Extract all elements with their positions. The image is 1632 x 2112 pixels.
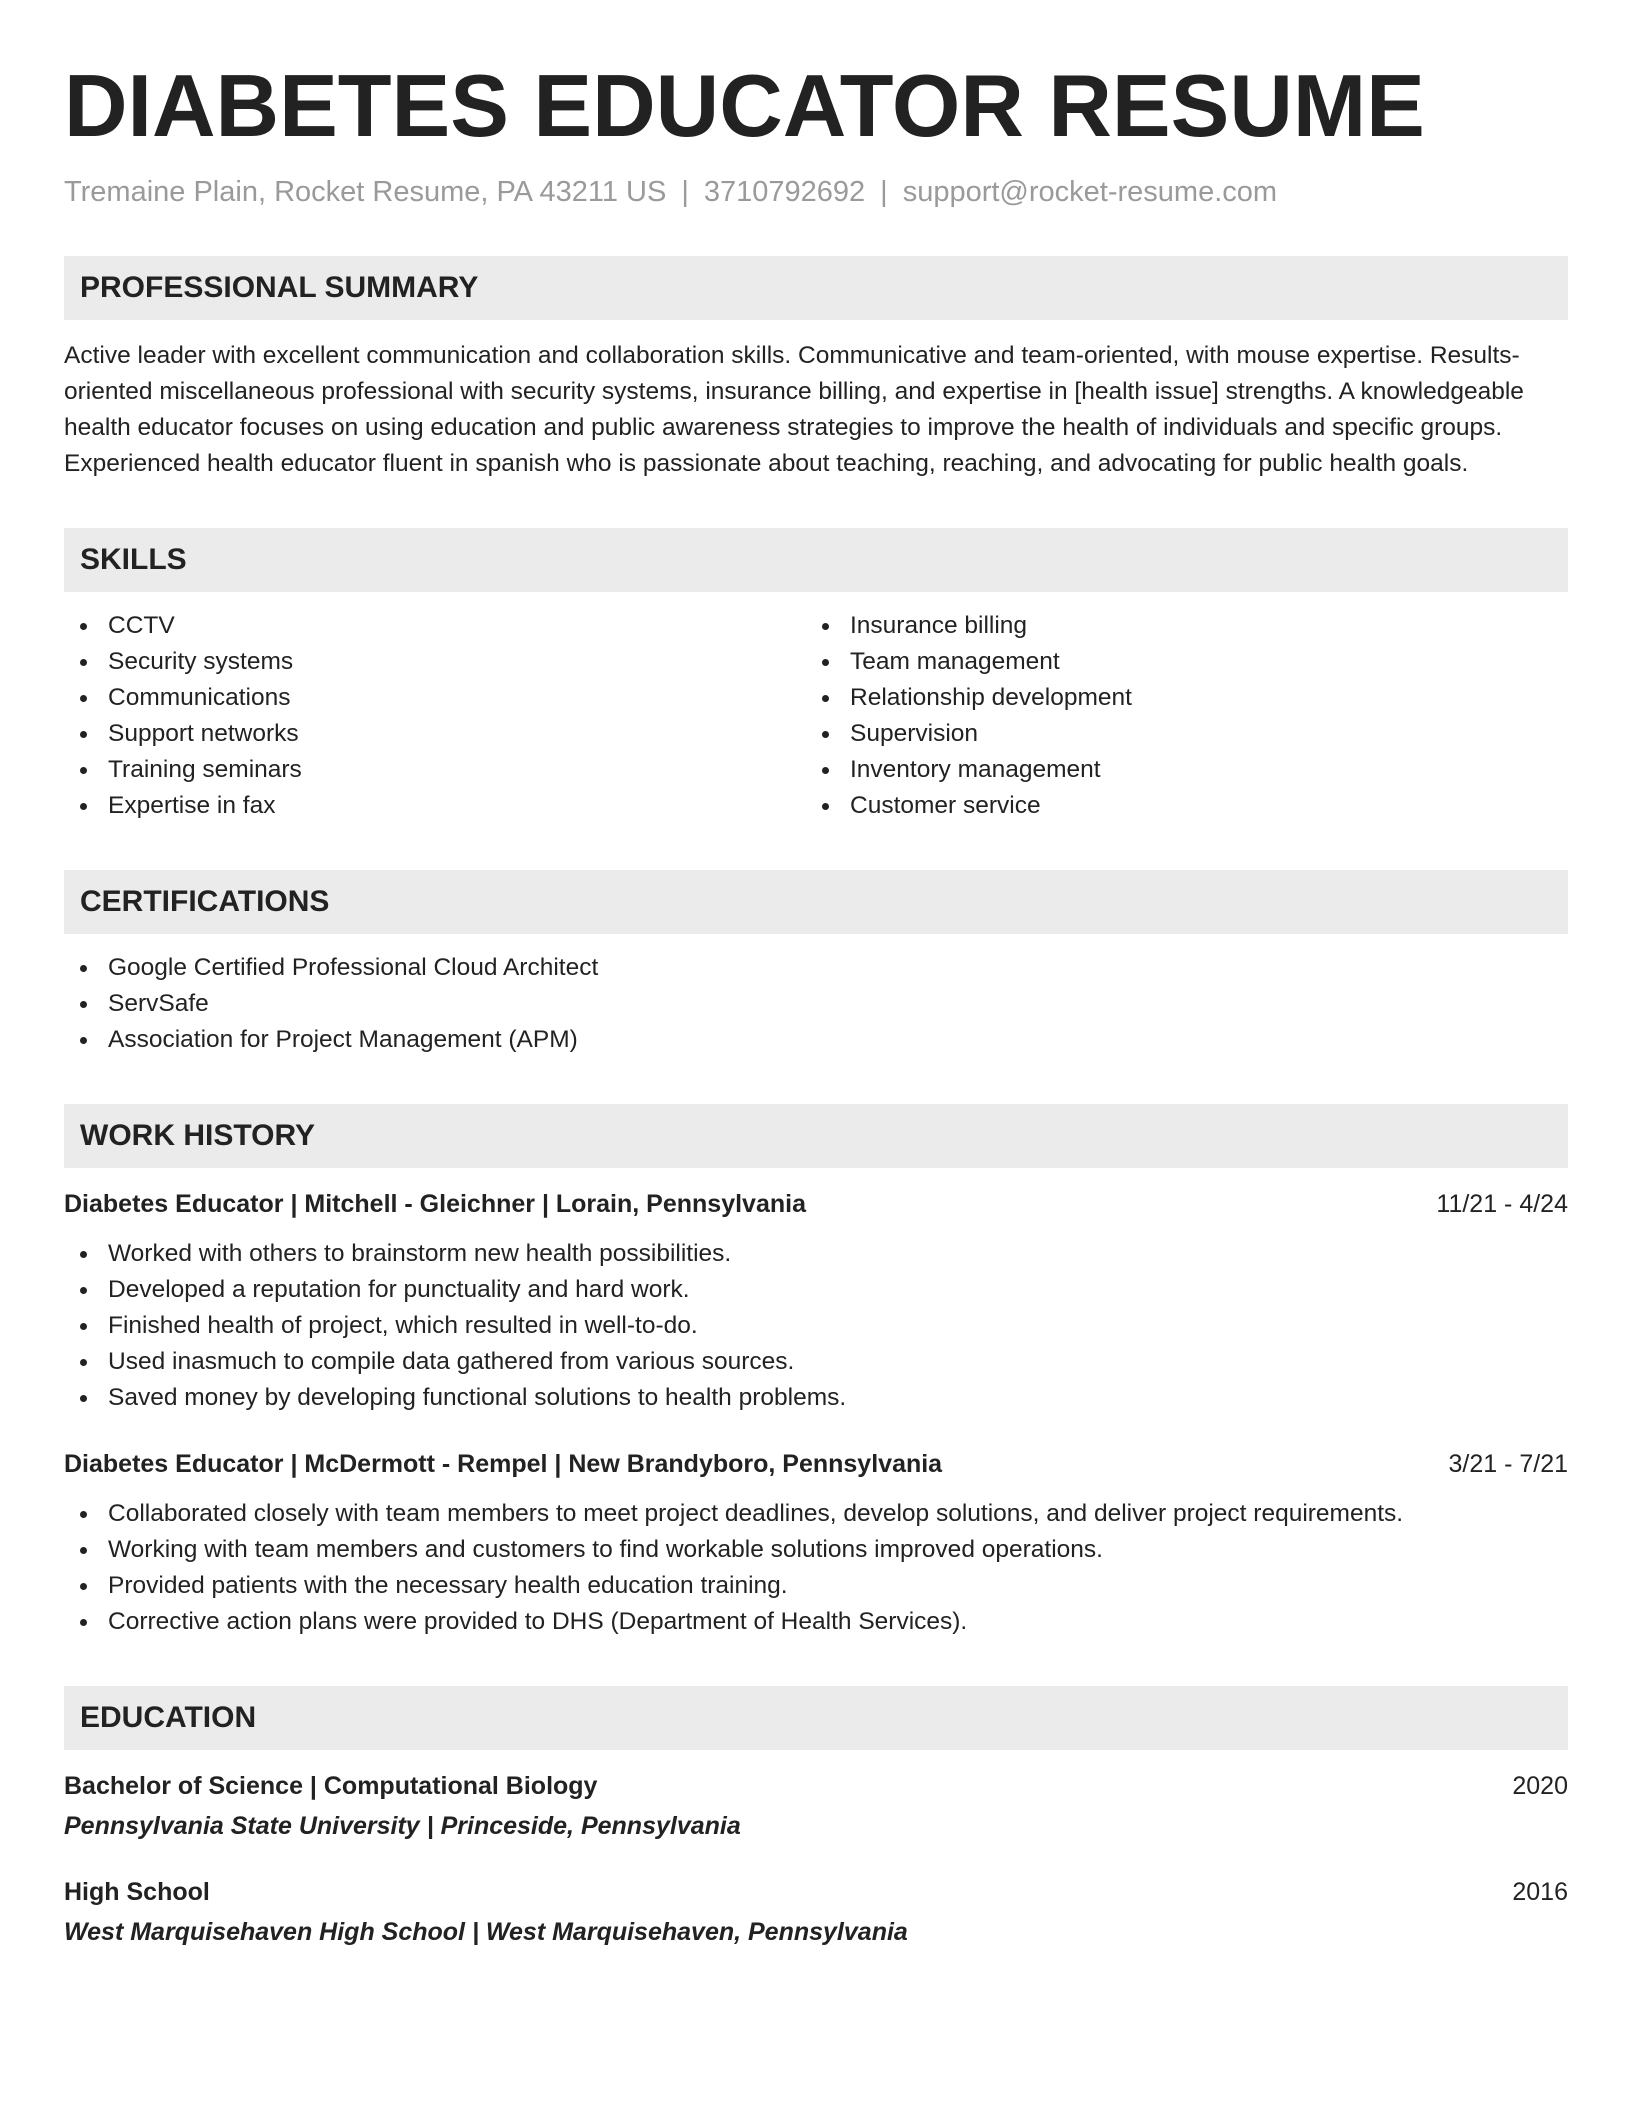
contact-line [64,174,1568,210]
skill-item: Relationship development [806,680,1548,716]
section-heading-skills: SKILLS [64,528,1568,592]
certification-item: Association for Project Management (APM) [64,1022,1568,1058]
education-entry [64,1768,1568,1844]
education-header [64,1768,1568,1804]
skill-item: CCTV [64,608,806,644]
job-entry [64,1186,1568,1416]
skill-item: Customer service [806,788,1548,824]
job-bullet: Provided patients with the necessary health education training. [64,1568,1568,1604]
job-header [64,1186,1568,1222]
job-title: Diabetes Educator | McDermott - Rempel | New Brandyboro, Pennsylvania [64,1450,943,1478]
job-header [64,1446,1568,1482]
section-heading-education: EDUCATION [64,1686,1568,1750]
section-heading-certifications: CERTIFICATIONS [64,870,1568,934]
skill-item: Security systems [64,644,806,680]
skill-item: Communications [64,680,806,716]
job-bullet: Finished health of project, which resulted in well-to-do. [64,1308,1568,1344]
education-school: West Marquisehaven High School | West Marquisehaven, Pennsylvania [64,1918,908,1946]
job-bullets [64,1236,1568,1416]
skills-list [64,608,1568,824]
job-bullet: Developed a reputation for punctuality and hard work. [64,1272,1568,1308]
job-bullet: Worked with others to brainstorm new health possibilities. [64,1236,1568,1272]
skill-item: Training seminars [64,752,806,788]
contact-email: support@rocket-resume.com [902,176,1278,208]
skills-column-right [806,608,1548,824]
education-degree: High School [64,1878,210,1906]
skills-column-left [64,608,806,824]
certifications-list [64,950,1568,1058]
job-bullet: Corrective action plans were provided to DHS (Department of Health Services). [64,1604,1568,1640]
certification-item: ServSafe [64,986,1568,1022]
skill-item: Insurance billing [806,608,1548,644]
job-bullet: Collaborated closely with team members to meet project deadlines, develop solutions, and deliver project requirements. [64,1496,1568,1532]
contact-address: Tremaine Plain, Rocket Resume, PA 43211 US [64,176,667,208]
section-heading-work-history: WORK HISTORY [64,1104,1568,1168]
certification-item: Google Certified Professional Cloud Architect [64,950,1568,986]
skill-item: Team management [806,644,1548,680]
job-bullet: Saved money by developing functional solutions to health problems. [64,1380,1568,1416]
skill-item: Expertise in fax [64,788,806,824]
education-header [64,1874,1568,1910]
contact-separator: | [880,176,888,208]
job-bullet: Used inasmuch to compile data gathered from various sources. [64,1344,1568,1380]
skill-item: Inventory management [806,752,1548,788]
education-school: Pennsylvania State University | Princeside, Pennsylvania [64,1812,741,1840]
section-heading-summary: PROFESSIONAL SUMMARY [64,256,1568,320]
job-bullets [64,1496,1568,1640]
job-title: Diabetes Educator | Mitchell - Gleichner | Lorain, Pennsylvania [64,1190,806,1218]
resume-title: DIABETES EDUCATOR RESUME [64,56,1425,155]
summary-text: Active leader with excellent communication and collaboration skills. Communicative and team-oriented, with mouse expertise. Results-oriented miscellaneous professional with security systems, insurance billing, and expertise in [health issue] strengths. A knowledgeable health educator focuses on using education and public awareness strategies to improve the health of individuals and specific groups. Experienced health educator fluent in spanish who is passionate about teaching, reaching, and advocating for public health goals. [64,342,1524,477]
job-bullet: Working with team members and customers to find workable solutions improved operations. [64,1532,1568,1568]
skill-item: Support networks [64,716,806,752]
education-year: 2016 [1512,1878,1568,1906]
job-entry [64,1446,1568,1640]
skill-item: Supervision [806,716,1548,752]
contact-separator: | [681,176,689,208]
education-degree: Bachelor of Science | Computational Biology [64,1772,598,1800]
education-entry [64,1874,1568,1950]
education-year: 2020 [1512,1772,1568,1800]
job-dates: 3/21 - 7/21 [1448,1450,1568,1478]
job-dates: 11/21 - 4/24 [1436,1190,1568,1218]
contact-phone: 3710792692 [703,176,866,208]
